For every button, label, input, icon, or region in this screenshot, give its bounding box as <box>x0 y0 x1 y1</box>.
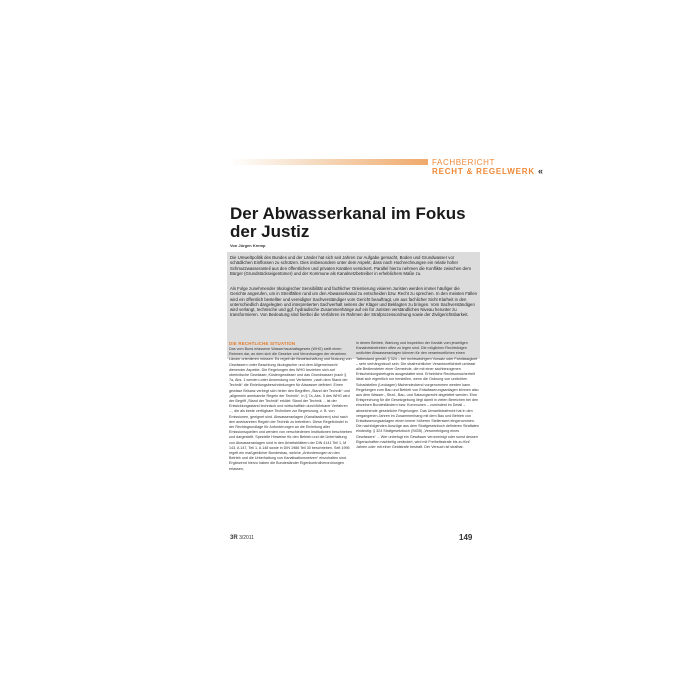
section-label-category: FACHBERICHT <box>432 158 496 167</box>
article-author: Von Jürgen Kremp <box>230 243 266 248</box>
double-chevron-icon: « <box>537 166 544 176</box>
body-column-2 <box>356 341 479 450</box>
lead-paragraph-1: Die Umweltpolitik des Bundes und der Länder hat sich seit Jahren zur Aufgabe gemacht, Boden und Grundwasser vor schädlichen Einflüssen zu schützen. Dies insbesondere unter dem Aspekt, dass nach Hochrechnungen ein relativ hoher Schmutzwasseranteil aus den öffentlichen und privaten Kanälen versickert. Parallel hierzu nehmen die Konflikte zwischen dem Bürger (Grundstückseigentümer) und der Kommune als Kanalnetzbetreiber in erheblichem Maße zu. <box>230 255 471 276</box>
section-label <box>432 158 544 176</box>
section-label-topic-text: RECHT & REGELWERK <box>432 167 535 176</box>
page-number: 149 <box>459 533 473 542</box>
body-text-column-2: in denen Betrieb, Wartung und Inspektion der Kanäle vom jeweiligen Kanalnetzbetreiber offen zu legen sind. Die möglichen Rechtsfolgen undichter Abwasseranlagen können für den verantwortlichen einen Tatbestand gemäß § 324 – bei rechtswidrigem Vorsatz oder Fahrlässigkeit – sehr verhängnisvoll sein. Die strafrechtlicher Verantwortlichkeit umfasst alle Bediensteten einer Gemeinde, die mit einer sachbezogenen Entscheidungsbefugnis ausgestattet sind. Erhebliche Rechtsunsicherheit lässt sich eigentlich nur herstellen, wenn die Ordnung von undichten Schadstellen (Leckagen) flächendeckend vorgenommen werden kann. Regelungen zum Bau und Betrieb von Entwässerungsanlagen können also aus dem Wasser-, Straf-, Bau- und Satzungsrecht abgeleitet werden. Eine Entsprechung für die Gesetzgebung liegt damit in vielen Bereichen bei den einzelnen Bundesländern bzw. Kommunen – zumindest im Detail – abweichende gesetzliche Regelungen. Das Umweltstrafrecht hat in den vergangenen Jahren im Zusammenhang mit dem Bau und Betrieb von Entwässerungsanlagen einen immer höheren Stellenwert eingenommen. Die nachfolgenden Auszüge aus dem Strafgesetzbuch definieren Straftaten eindeutig: § 324 Strafgesetzbuch (StGB) „Verunreinigung eines Gewässers“ ... Wer unbefugt ein Gewässer verunreinigt oder sonst dessen Eigenschaften nachteilig verändert, wird mit Freiheitsstrafe bis zu fünf Jahren oder mit einer Geldstrafe bestraft. Der Versuch ist strafbar. <box>356 341 479 450</box>
header-gradient-bar <box>230 159 428 165</box>
lead-paragraph-2: Als Folge zunehmender ökologischer Sensibilität und fachlicher Orientierung visieren Juristen werden immer häufiger die Gerichte angerufen, um in Streitfällen rund um den Abwasserkanal zu entscheiden bzw. Recht zu sprechen. In den meisten Fällen wird ein öffentlich bestellter und vereidigter Sachverständiger vom Gericht beauftragt, um aus fachlicher Sicht Klarheit in den unterschiedlich dargelegten und interpretierten Sachverhalt seitens der Kläger und Beklagten zu bringen. Vom Sachverständigen wird verlangt, technische und ggf. hydraulische Zusammenhänge auf ein für Juristen verständliches Niveau herunter zu transformieren. Von Bedeutung sind hierbei die Verfahren im Rahmen der Strafprozessordnung sowie der Zivilgerichtsbarkeit. <box>230 286 477 318</box>
journal-issue: 3/2011 <box>239 535 254 541</box>
body-column-1 <box>229 341 352 472</box>
article-title: Der Abwasserkanal im Fokus der Justiz <box>230 204 466 241</box>
footer-journal <box>230 535 254 541</box>
journal-name: 3R <box>230 535 238 541</box>
section-label-topic <box>432 167 544 176</box>
body-text-column-1: Das vom Bund erlassene Wasserhaushaltsgesetz (WHG) stellt einen Rahmen dar, an dem sich die Gesetze und Verordnungen der einzelnen Länder orientieren müssen. Es regelt die Bewirtschaftung und Nutzung von Gewässern unter Beachtung ökologischer und dem Allgemeinwohl dienender Aspekte. Die Regelungen des WHG beziehen sich auf oberirdische Gewässer, Küstengewässer und das Grundwasser (nach § 7a, Abs. 1 werden unter Anwendung von Verfahren „nach dem Stand der Technik“ die Einleitungsbeschränkungen für Abwasser definiert. Einen gewisse Brisanz verbirgt sich hinter den Begriffen „Stand der Technik“ und „allgemein anerkannte Regeln der Technik“. In § 7a, Abs. 5 des WHG wird der Begriff „Stand der Technik“ erklärt: Stand der Technik ... ist der Entwicklungsstand technisch und wirtschaftlich durchführbarer Verfahren ..., die als beste verfügbare Techniken zur Begrenzung, z. B. von Emissionen, geeignet sind. Abwasseranlagen (Kanalisationen) sind nach den anerkannten Regeln der Technik zu betreiben. Diese Regelbündel in der Rechtsgrundlage für Anforderungen an die Einleitung aller Emissionsquellen und werden von verschiedenen Institutionen beschrieben und dargestellt. Spezielle Hinweise für den Betrieb und die Unterhaltung von Abwasseranlagen sind in den Arbeitsblättern der DIN 4141 Teil 1, M 143, A 147, Teil 1, A 148 sowie in DIN 1986 Teil 30 beschrieben. Seit 1995 regelt ein maßgeblicher Bundesbau, welche „Anforderungen an den Betrieb und die Unterhaltung von Kanalisationsnetzen“ einzuhalten sind. Ergänzend hierzu haben die Bundesländer Eigenkontrollverordnungen erlassen, <box>229 347 352 471</box>
section-heading: DIE RECHTLICHE SITUATION <box>229 341 296 346</box>
